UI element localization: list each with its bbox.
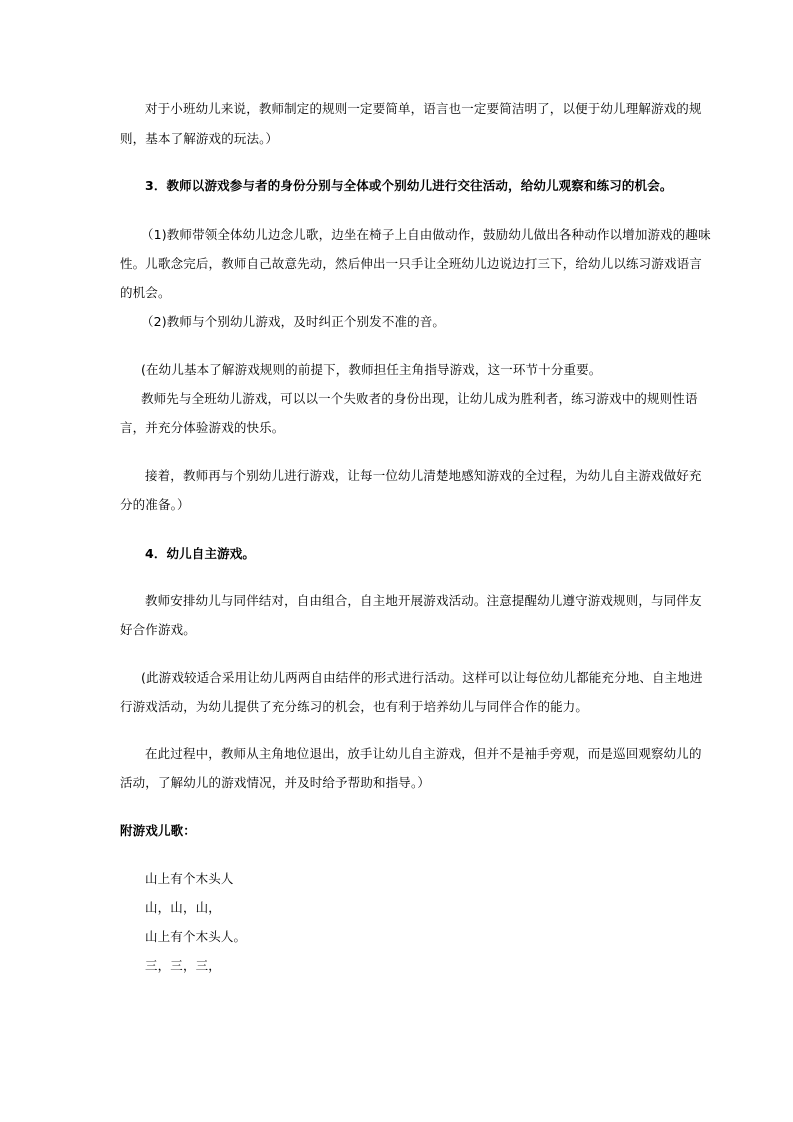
- rhyme-line: 山，山，山，: [145, 900, 221, 915]
- step4-heading: 4．幼儿自主游戏。: [145, 546, 256, 561]
- step3-note-line-5: 分的准备。）: [120, 497, 190, 512]
- step3-item2: （2)教师与个别幼儿游戏，及时纠正个别发不准的音。: [141, 314, 446, 329]
- rhyme-line: 三，三，三，: [145, 958, 221, 973]
- step4-note-line-4: 活动，了解幼儿的游戏情况，并及时给予帮助和指导。）: [120, 775, 431, 790]
- rhyme-line: 山上有个木头人。: [145, 929, 247, 944]
- step3-item1-line-2: 性。儿歌念完后，教师自己故意先动，然后伸出一只手让全班幼儿边说边打三下，给幼儿以练习游戏语言: [120, 256, 702, 271]
- step3-item1-line-3: 的机会。: [120, 285, 171, 300]
- step3-heading: 3．教师以游戏参与者的身份分别与全体或个别幼儿进行交往活动，给幼儿观察和练习的机会。: [145, 178, 673, 193]
- step4-para-line-1: 教师安排幼儿与同伴结对，自由组合，自主地开展游戏活动。注意提醒幼儿遵守游戏规则，与同伴友: [145, 593, 702, 608]
- step4-note-line-3: 在此过程中，教师从主角地位退出，放手让幼儿自主游戏，但并不是袖手旁观，而是巡回观察幼儿的: [145, 746, 702, 761]
- rhyme-line: 山上有个木头人: [145, 871, 234, 886]
- intro-line-2: 则，基本了解游戏的玩法。）: [120, 131, 279, 146]
- appendix-heading: 附游戏儿歌：: [120, 823, 196, 838]
- step4-note-line-1: (此游戏较适合采用让幼儿两两自由结伴的形式进行活动。这样可以让每位幼儿都能充分地、自主地进: [141, 670, 703, 685]
- intro-line-1: 对于小班幼儿来说，教师制定的规则一定要简单，语言也一定要简洁明了，以便于幼儿理解游戏的规: [145, 101, 702, 116]
- step4-note-line-2: 行游戏活动，为幼儿提供了充分练习的机会，也有利于培养幼儿与同伴合作的能力。: [120, 699, 589, 714]
- step3-note-line-3: 言，并充分体验游戏的快乐。: [120, 420, 285, 435]
- step3-note-line-1: (在幼儿基本了解游戏规则的前提下，教师担任主角指导游戏，这一环节十分重要。: [141, 362, 602, 377]
- step3-note-line-4: 接着，教师再与个别幼儿进行游戏，让每一位幼儿清楚地感知游戏的全过程，为幼儿自主游戏做好充: [145, 468, 702, 483]
- step3-note-line-2: 教师先与全班幼儿游戏，可以以一个失败者的身份出现，让幼儿成为胜利者，练习游戏中的规则性语: [141, 391, 698, 406]
- step3-item1-line-1: （1)教师带领全体幼儿边念儿歌，边坐在椅子上自由做动作，鼓励幼儿做出各种动作以增加游戏的趣味: [141, 227, 711, 242]
- step4-para-line-2: 好合作游戏。: [120, 622, 196, 637]
